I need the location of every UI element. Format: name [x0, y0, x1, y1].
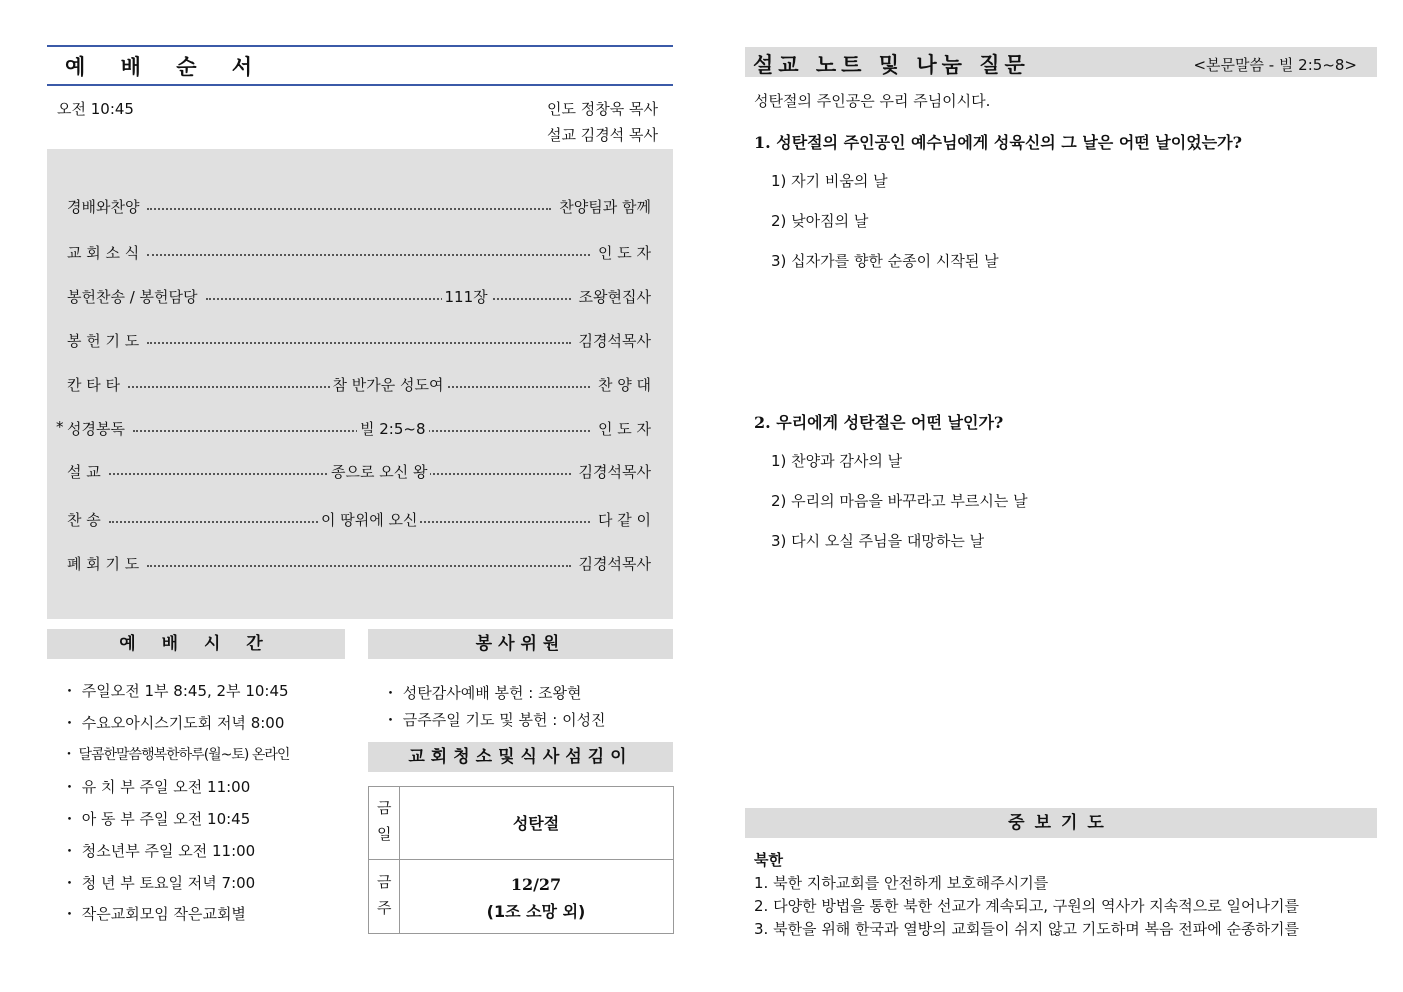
cleaning-row1-head: 금 일	[377, 799, 392, 843]
order-row-person: 찬 양 대	[597, 376, 651, 394]
question-1-option-1: 1) 자기 비움의 날	[771, 172, 888, 190]
order-row	[47, 242, 673, 266]
order-row-label: 성경봉독	[67, 420, 125, 438]
order-row-label: 경배와찬양	[67, 198, 140, 216]
times-item: ・ 유 치 부 주일 오전 11:00	[62, 778, 251, 796]
prayer-item-3: 3. 북한을 위해 한국과 열방의 교회들이 쉬지 않고 기도하며 복음 전파에 순종하기를	[754, 920, 1299, 938]
order-row-detail: 종으로 오신 왕	[328, 461, 430, 482]
order-row-star: *	[56, 418, 64, 436]
cleaning-row-divider	[369, 859, 673, 860]
order-row-label: 설 교	[67, 463, 101, 481]
question-1: 1. 성탄절의 주인공인 예수님에게 성육신의 그 날은 어떤 날이었는가?	[754, 133, 1242, 152]
times-item: ・ 아 동 부 주일 오전 10:45	[62, 810, 251, 828]
order-row-label: 칸 타 타	[67, 376, 121, 394]
order-row-detail: 이 땅위에 오신	[318, 509, 420, 530]
sermon-reference: <본문말씀 - 빌 2:5~8>	[1193, 56, 1357, 74]
times-item: ・ 달콤한말씀행복한하루(월~토) 온라인	[62, 747, 290, 763]
order-row	[47, 196, 673, 220]
order-row-label: 폐 회 기 도	[67, 555, 140, 573]
order-row-label: 봉헌찬송 / 봉헌담당	[67, 288, 198, 306]
order-row-leader-dots	[147, 254, 590, 256]
service-time: 오전 10:45	[57, 100, 134, 118]
order-row-detail: 빌 2:5~8	[357, 418, 429, 439]
cleaning-header: 교회청소및식사섬김이	[368, 742, 673, 772]
order-row-detail: 111장	[442, 286, 491, 307]
times-item: ・ 주일오전 1부 8:45, 2부 10:45	[62, 682, 289, 700]
order-row-label: 찬 송	[67, 511, 101, 529]
cleaning-row1-value: 성탄절	[512, 814, 560, 833]
order-row	[47, 418, 673, 442]
times-item: ・ 청소년부 주일 오전 11:00	[62, 842, 256, 860]
sermon-header	[745, 47, 1377, 77]
order-row-leader-dots	[147, 565, 571, 567]
service-header: 봉사위원	[368, 629, 673, 659]
sermon-title: 설교 노트 및 나눔 질문	[753, 53, 1030, 77]
order-row	[47, 330, 673, 354]
question-2-option-3: 3) 다시 오실 주님을 대망하는 날	[771, 532, 985, 550]
order-row-leader-dots	[206, 298, 571, 300]
times-item: ・ 청 년 부 토요일 저녁 7:00	[62, 874, 256, 892]
service-item: ・ 성탄감사예배 봉헌 : 조왕현	[383, 684, 582, 702]
prayer-item-1: 1. 북한 지하교회를 안전하게 보호해주시기를	[754, 874, 1049, 892]
question-2: 2. 우리에게 성탄절은 어떤 날인가?	[754, 413, 1004, 432]
order-row-person: 김경석목사	[578, 463, 651, 481]
cleaning-row2-date: 12/27	[510, 875, 562, 894]
order-row-person: 다 같 이	[597, 511, 651, 529]
order-row-label: 봉 헌 기 도	[67, 332, 140, 350]
order-header	[47, 45, 673, 86]
order-row-person: 인 도 자	[597, 244, 651, 262]
order-title: 예 배 순 서	[65, 55, 267, 79]
order-row-person: 인 도 자	[597, 420, 651, 438]
cleaning-row2-team: (1조 소망 외)	[486, 902, 586, 921]
question-2-option-1: 1) 찬양과 감사의 날	[771, 452, 903, 470]
order-row-leader-dots	[147, 208, 551, 210]
times-item: ・ 작은교회모임 작은교회별	[62, 905, 246, 923]
preacher-name: 설교 김경석 목사	[547, 126, 658, 144]
cleaning-table	[368, 786, 674, 934]
question-1-option-3: 3) 십자가를 향한 순종이 시작된 날	[771, 252, 999, 270]
order-row-person: 김경석목사	[578, 555, 651, 573]
order-row-detail: 참 반가운 성도여	[330, 374, 447, 395]
times-item: ・ 수요오아시스기도회 저녁 8:00	[62, 714, 285, 732]
order-row	[47, 374, 673, 398]
order-row	[47, 286, 673, 310]
times-header: 예 배 시 간	[47, 629, 345, 659]
sermon-intro: 성탄절의 주인공은 우리 주님이시다.	[754, 92, 991, 110]
question-1-option-2: 2) 낮아짐의 날	[771, 212, 869, 230]
service-item: ・ 금주주일 기도 및 봉헌 : 이성진	[383, 711, 606, 729]
order-row	[47, 509, 673, 533]
cleaning-row2-head: 금 주	[377, 873, 392, 917]
leader-name: 인도 정창욱 목사	[547, 100, 658, 118]
prayer-header: 중보기도	[745, 808, 1377, 838]
order-row-person: 김경석목사	[578, 332, 651, 350]
question-2-option-2: 2) 우리의 마음을 바꾸라고 부르시는 날	[771, 492, 1028, 510]
order-row-person: 찬양팀과 함께	[559, 198, 651, 216]
order-row-leader-dots	[147, 342, 571, 344]
order-row	[47, 461, 673, 485]
order-list	[47, 149, 673, 619]
order-row	[47, 553, 673, 577]
order-row-person: 조왕현집사	[578, 288, 651, 306]
prayer-subject: 북한	[754, 851, 783, 869]
order-row-label: 교 회 소 식	[67, 244, 140, 262]
prayer-item-2: 2. 다양한 방법을 통한 북한 선교가 계속되고, 구원의 역사가 지속적으로 일어나기를	[754, 897, 1299, 915]
